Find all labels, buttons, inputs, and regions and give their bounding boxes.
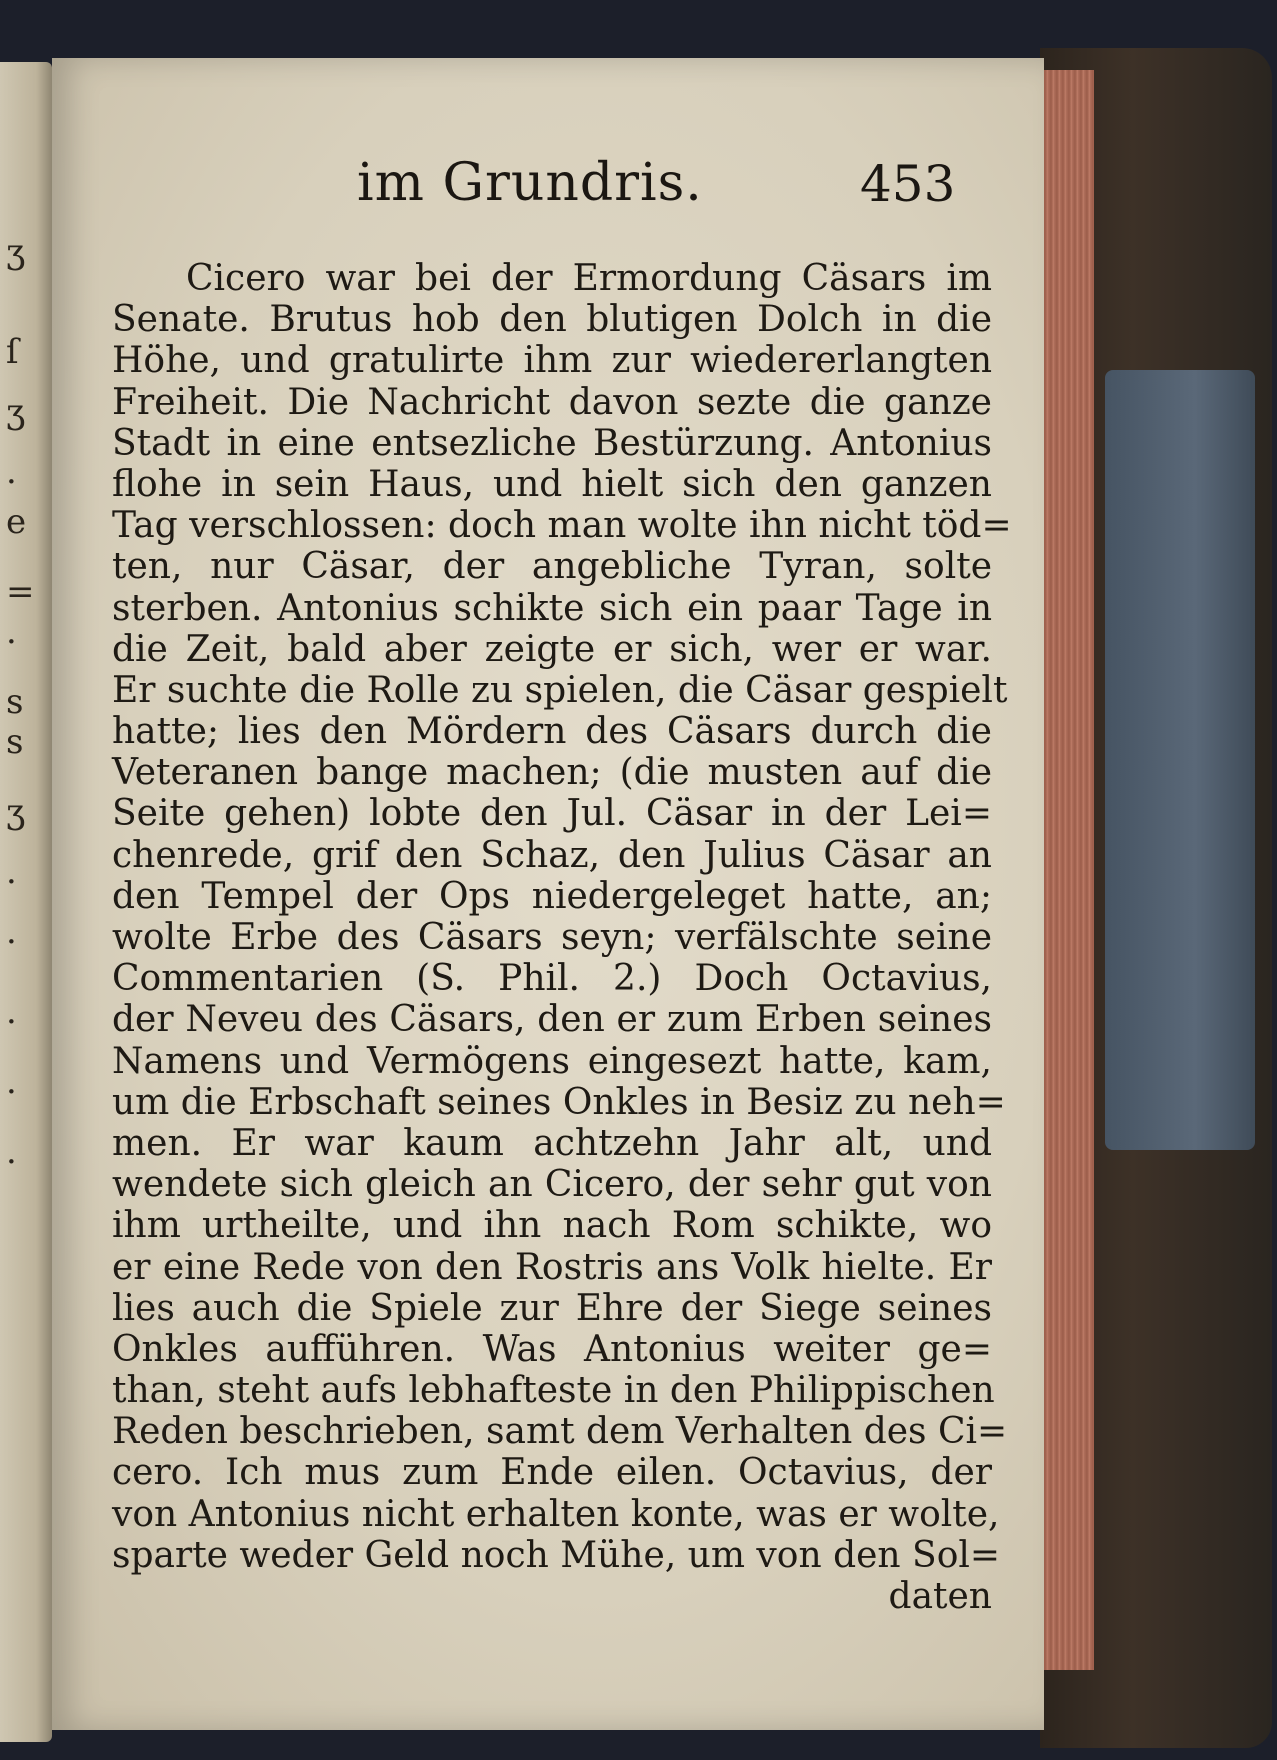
text-line: Höhe, und gratulirte ihm zur wiedererlangten [112, 340, 992, 382]
text-line: men. Er war kaum achtzehn Jahr alt, und [112, 1122, 992, 1164]
page-number: 453 [860, 155, 956, 213]
left-page-glyphs [6, 62, 46, 1742]
left-page-glyph: · [6, 1142, 17, 1182]
left-page-edge [0, 62, 52, 1742]
page-header [52, 153, 1044, 233]
text-line: Senate. Brutus hob den blutigen Dolch in die [112, 299, 992, 341]
text-line: sterben. Antonius schikte sich ein paar Tage in [112, 587, 992, 629]
left-page-glyph: · [6, 1002, 17, 1042]
text-line: um die Erbschaft seines Onkles in Besiz zu neh= [112, 1081, 1006, 1123]
cover-label-patch [1105, 370, 1255, 1150]
right-page [52, 58, 1044, 1730]
body-text [112, 258, 1012, 1617]
text-line: cero. Ich mus zum Ende eilen. Octavius, der [112, 1452, 992, 1494]
text-line: chenrede, grif den Schaz, den Julius Cäsar an [112, 834, 992, 876]
left-page-glyph: · [6, 622, 17, 662]
text-line: Namens und Vermögens eingesezt hatte, kam, [112, 1040, 992, 1082]
running-title: im Grundris. [357, 153, 703, 213]
left-page-glyph: · [6, 1072, 17, 1112]
text-line: der Neveu des Cäsars, den er zum Erben seines [112, 999, 992, 1041]
left-page-glyph: ſ [6, 332, 19, 372]
text-line: ihm urtheilte, und ihn nach Rom schikte, wo [112, 1205, 992, 1247]
left-page-glyph: · [6, 862, 17, 902]
text-line: lies auch die Spiele zur Ehre der Siege seines [112, 1287, 992, 1329]
text-line: Onkles aufführen. Was Antonius weiter ge= [112, 1328, 992, 1370]
text-line: wendete sich gleich an Cicero, der sehr gut von [112, 1164, 992, 1206]
text-line: Reden beschrieben, samt dem Verhalten des Ci= [112, 1411, 1008, 1453]
text-line: Freiheit. Die Nachricht davon sezte die ganze [112, 381, 992, 423]
text-line: Veteranen bange machen; (die musten auf die [112, 752, 992, 794]
text-line: flohe in sein Haus, und hielt sich den ganzen [112, 463, 992, 505]
text-line: hatte; lies den Mördern des Cäsars durch die [112, 711, 992, 753]
left-page-glyph: · [6, 922, 17, 962]
text-line: Seite gehen) lobte den Jul. Cäsar in der Lei= [112, 793, 992, 835]
text-line: Commentarien (S. Phil. 2.) Doch Octavius, [112, 958, 992, 1000]
text-line: Tag verschlossen: doch man wolte ihn nicht töd= [112, 505, 1012, 547]
text-line: Cicero war bei der Ermordung Cäsars im [186, 258, 992, 299]
left-page-glyph: = [6, 572, 35, 612]
text-line: ten, nur Cäsar, der angebliche Tyran, solte [112, 546, 992, 588]
text-line: Er suchte die Rolle zu spielen, die Cäsar gespielt [112, 669, 1008, 711]
text-line: Stadt in eine entsezliche Bestürzung. Antonius [112, 422, 992, 464]
text-line: sparte weder Geld noch Mühe, um von den Sol= [112, 1534, 1001, 1576]
left-page-glyph: · [6, 462, 17, 502]
text-line: daten [888, 1576, 992, 1617]
text-line: die Zeit, bald aber zeigte er sich, wer er war. [112, 628, 992, 670]
text-line: er eine Rede von den Rostris ans Volk hielte. Er [112, 1246, 992, 1288]
text-line: wolte Erbe des Cäsars seyn; verfälschte seine [112, 917, 992, 958]
text-line: den Tempel der Ops niedergeleget hatte, an; [112, 875, 992, 917]
red-page-edges [1040, 70, 1094, 1670]
text-line: von Antonius nicht erhalten konte, was er wolte, [112, 1493, 1000, 1535]
text-line: than, steht aufs lebhafteste in den Philippischen [112, 1370, 995, 1412]
left-page-glyph: s [6, 722, 24, 762]
left-page-glyph: e [6, 502, 27, 542]
left-page-glyph: ʒ [6, 392, 26, 432]
left-page-glyph: ʒ [6, 232, 26, 272]
left-page-glyph: ʒ [6, 792, 26, 832]
left-page-glyph: s [6, 682, 24, 722]
